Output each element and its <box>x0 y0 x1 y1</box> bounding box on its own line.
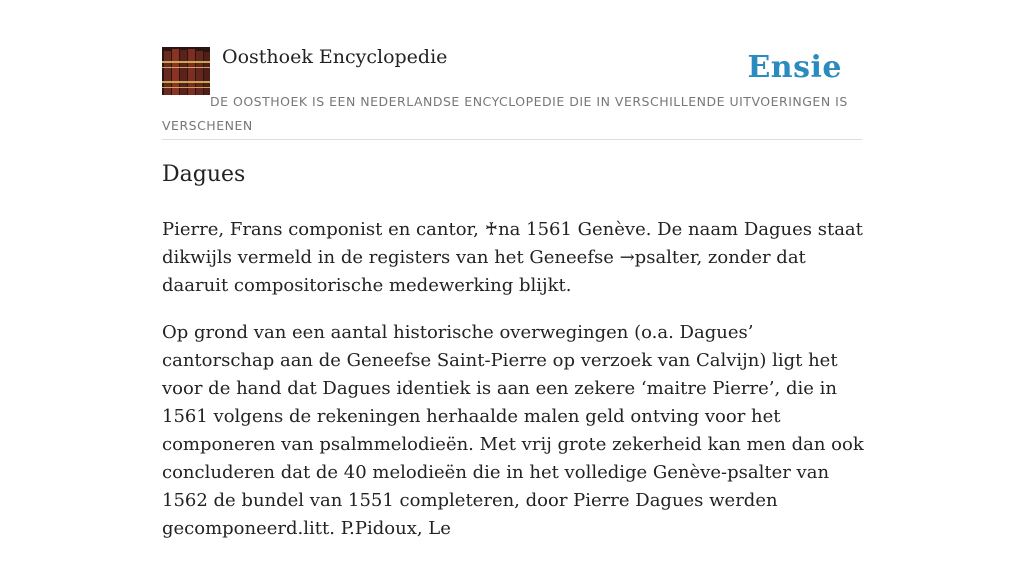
site-header <box>162 44 862 140</box>
avatar[interactable] <box>162 47 210 95</box>
article-paragraph: Op grond van een aantal historische overwegingen (o.a. Dagues’ cantorschap aan de Geneefse Saint-Pierre op verzoek van Calvijn) ligt het voor de hand dat Dagues identiek is aan een zekere ‘maitre Pierre’, die in 1561 volgens de rekeningen herhaalde malen geld ontving voor het componeren van psalmmelodieën. Met vrij grote zekerheid kan men dan ook concluderen dat de 40 melodieën die in het volledige Genève-psalter van 1562 de bundel van 1551 completeren, door Pierre Dagues werden gecomponeerd.litt. P.Pidoux, Le <box>162 322 864 539</box>
article-title: Dagues <box>162 162 246 187</box>
article-paragraph: Pierre, Frans componist en cantor, ♰na 1561 Genève. De naam Dagues staat dikwijls vermeld in de registers van het Geneefse →psalter, zonder dat daaruit compositorische medewerking blijkt. <box>162 219 863 296</box>
site-name[interactable]: Oosthoek Encyclopedie <box>222 46 448 68</box>
article-body <box>162 216 867 562</box>
brand-logo[interactable]: Ensie <box>747 50 842 85</box>
book-spines-icon <box>162 47 210 95</box>
header-divider <box>162 139 862 140</box>
site-tagline: DE OOSTHOEK IS EEN NEDERLANDSE ENCYCLOPEDIE DIE IN VERSCHILLENDE UITVOERINGEN IS VERSCHENEN <box>162 94 848 133</box>
